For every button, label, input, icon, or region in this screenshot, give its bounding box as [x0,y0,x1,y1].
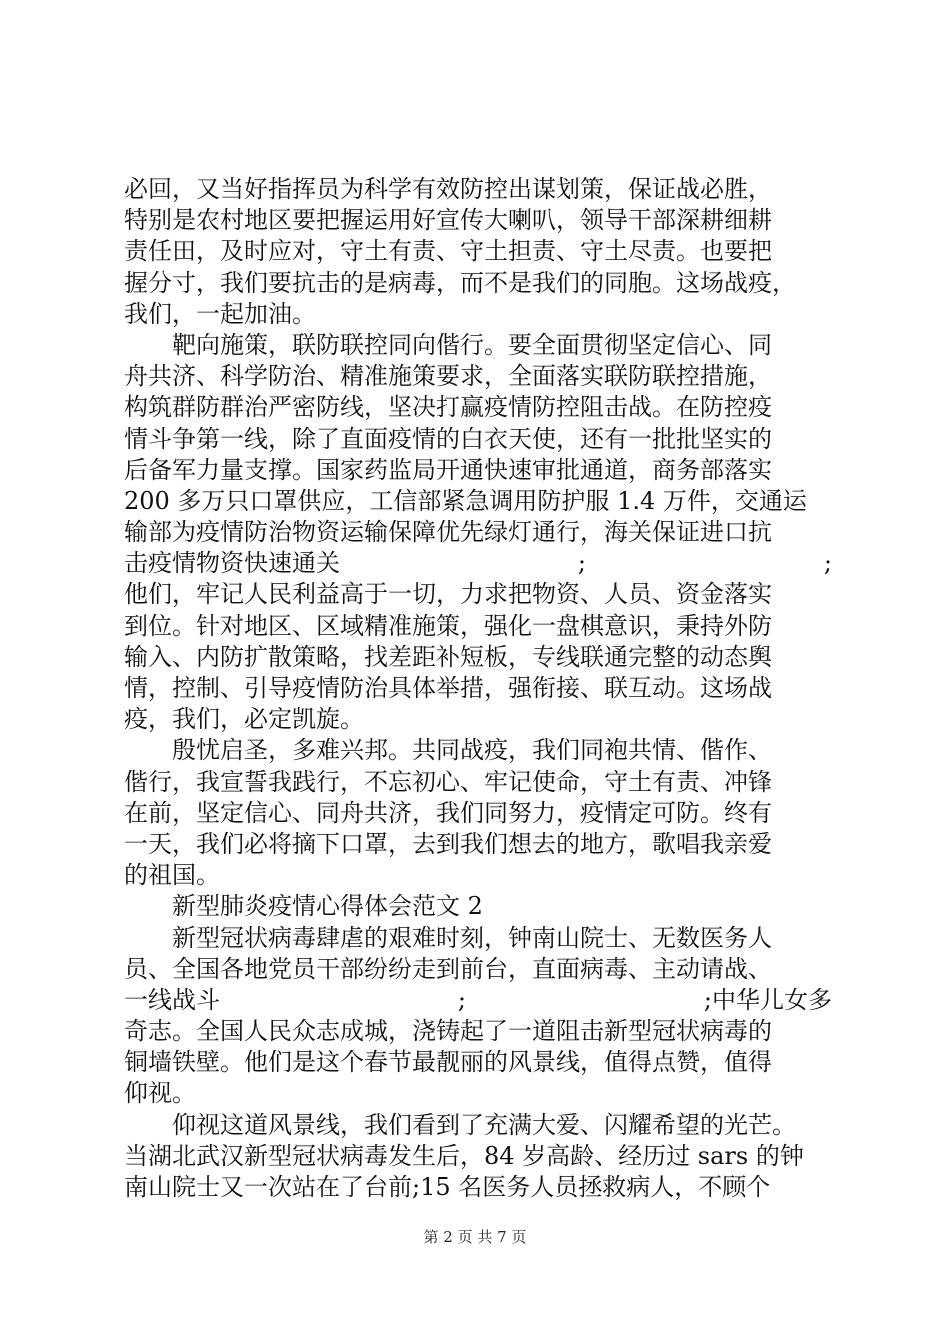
text-line-spread [124,548,832,579]
text-line: 后备军力量支撑。国家药监局开通快速审批通道，商务部落实 [124,455,772,484]
text-segment: ; [577,549,586,578]
text-line: 情斗争第一线，除了直面疫情的白衣天使，还有一批批坚实的 [124,424,772,453]
text-line: 握分寸，我们要抗击的是病毒，而不是我们的同胞。这场战疫， [124,268,796,297]
text-line: 一天，我们必将摘下口罩，去到我们想去的地方，歌唱我亲爱 [124,829,772,858]
text-line: 铜墙铁壁。他们是这个春节最靓丽的风景线，值得点赞，值得 [124,1048,772,1077]
text-line: 仰视。 [124,1079,196,1108]
text-segment: ;中华儿女多 [703,985,832,1014]
text-line: 殷忧启圣，多难兴邦。共同战疫，我们同袍共情、偕作、 [124,736,772,765]
text-line: 靶向施策，联防联控同向偕行。要全面贯彻坚定信心、同 [124,330,772,359]
text-segment: ; [823,549,832,578]
text-line: 输部为疫情防治物资运输保障优先绿灯通行，海关保证进口抗 [124,518,772,547]
text-line: 奇志。全国人民众志成城，浇铸起了一道阻击新型冠状病毒的 [124,1017,772,1046]
text-line: 南山院士又一次站在了台前;15 名医务人员拯救病人，不顾个 [124,1173,771,1201]
text-line: 在前，坚定信心、同舟共济，我们同努力，疫情定可防。终有 [124,798,772,827]
text-line: 仰视这道风景线，我们看到了充满大爱、闪耀希望的光芒。 [124,1110,796,1139]
text-segment: 击疫情物资快速通关 [124,549,340,578]
text-line: 特别是农村地区要把握运用好宣传大喇叭，领导干部深耕细耕 [124,206,772,235]
text-line: 疫，我们，必定凯旋。 [124,705,364,734]
text-line: 员、全国各地党员干部纷纷走到前台，直面病毒、主动请战、 [124,954,772,983]
page-number: 第 2 页 共 7 页 [423,1228,527,1246]
document-body [124,174,832,1203]
text-line: 他们，牢记人民利益高于一切，力求把物资、人员、资金落实 [124,580,772,609]
text-line: 责任田，及时应对，守土有责、守土担责、守土尽责。也要把 [124,237,772,266]
text-line: 输入、内防扩散策略，找差距补短板，专线联通完整的动态舆 [124,642,772,671]
text-line-spread [124,985,832,1016]
text-line: 新型冠状病毒肆虐的艰难时刻，钟南山院士、无数医务人 [124,923,772,952]
text-line: 到位。针对地区、区域精准施策，强化一盘棋意识，秉持外防 [124,611,772,640]
text-line: 偕行，我宣誓我践行，不忘初心、牢记使命，守土有责、冲锋 [124,767,772,796]
page-footer [0,1226,950,1247]
text-line: 情，控制、引导疫情防治具体举措，强衔接、联互动。这场战 [124,674,772,702]
text-line: 的祖国。 [124,861,220,890]
text-line: 舟共济、科学防治、精准施策要求，全面落实联防联控措施， [124,362,772,391]
text-line: 构筑群防群治严密防线，坚决打赢疫情防控阻击战。在防控疫 [124,393,772,422]
text-line: 200 多万只口罩供应，工信部紧急调用防护服 1.4 万件，交通运 [124,486,807,515]
text-line: 我们，一起加油。 [124,299,316,328]
section-heading: 新型肺炎疫情心得体会范文 2 [124,892,483,921]
text-segment: ; [457,985,466,1014]
text-line: 当湖北武汉新型冠状病毒发生后，84 岁高龄、经历过 sars 的钟 [124,1141,804,1170]
text-segment: 一线战斗 [124,985,220,1014]
text-line: 必回，又当好指挥员为科学有效防控出谋划策，保证战必胜， [124,175,772,203]
